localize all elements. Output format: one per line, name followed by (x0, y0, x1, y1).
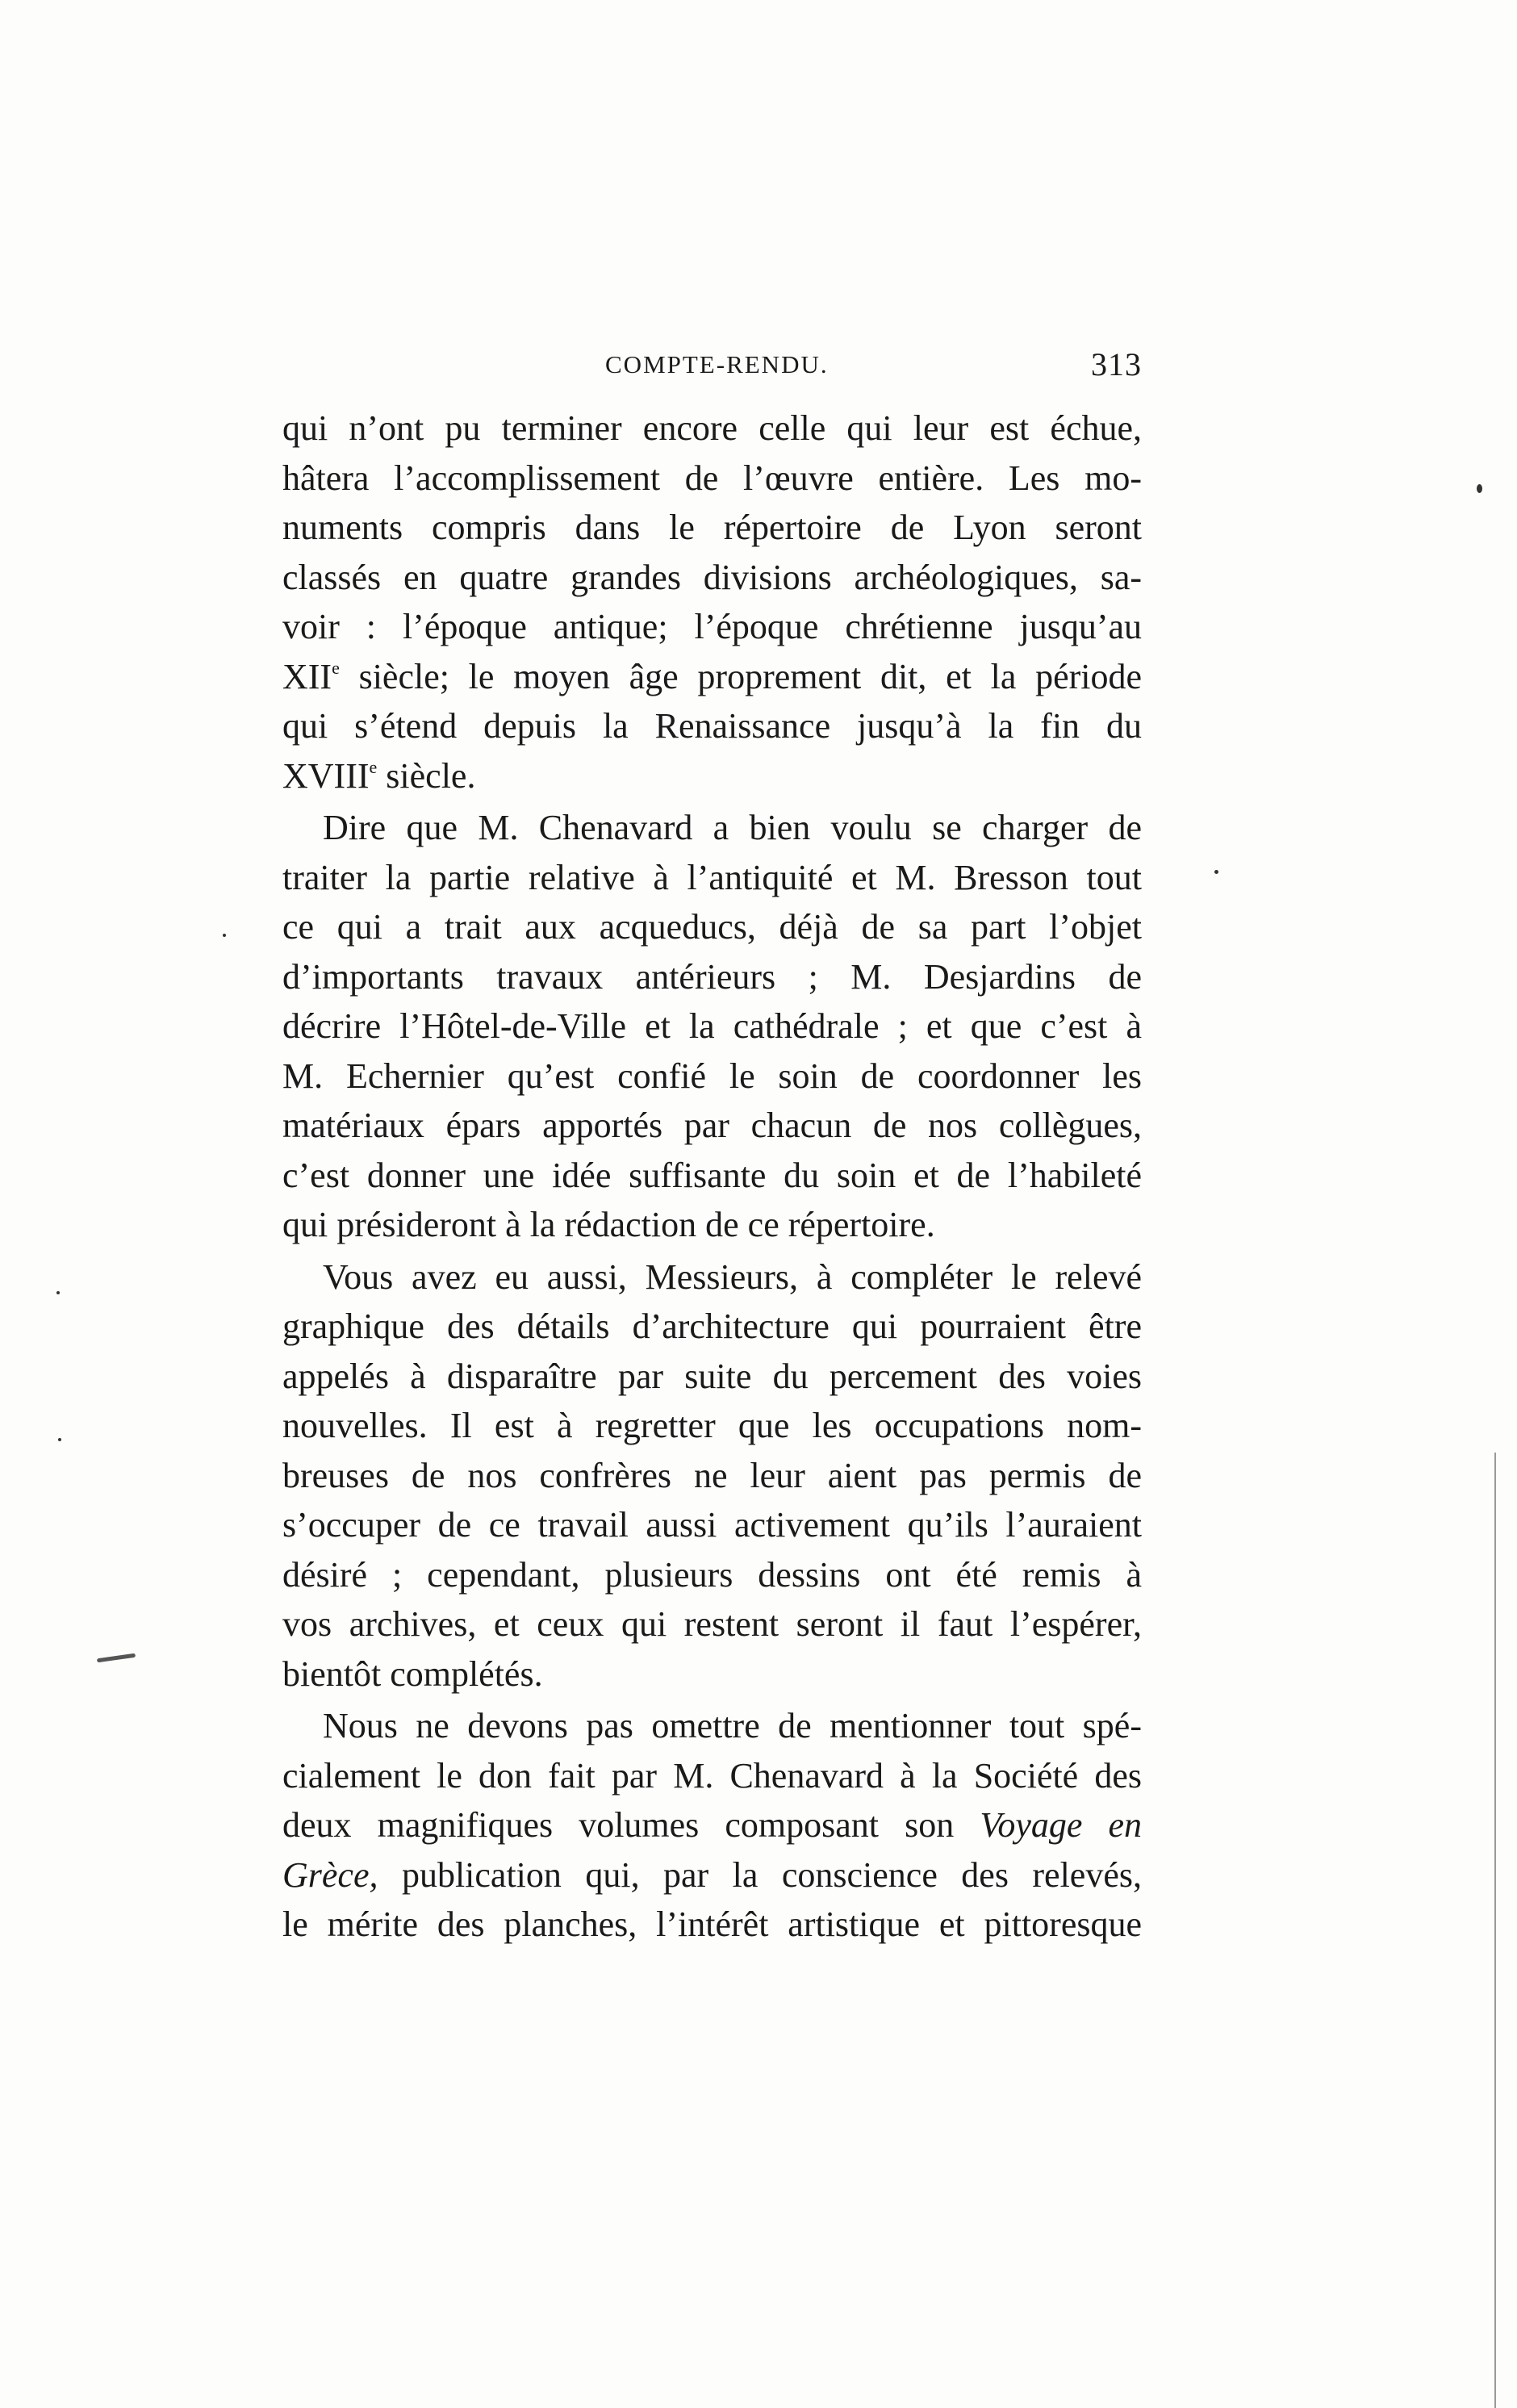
text-line: nouvelles. Il est à regretter que les occupations nom- (282, 1406, 1142, 1445)
running-title: COMPTE-RENDU. (605, 350, 829, 378)
text-line (282, 1800, 1142, 1850)
right-edge-line (1494, 1453, 1496, 2408)
text-line (282, 751, 1142, 801)
text-line: désiré ; cependant, plusieurs dessins ont été remis à (282, 1554, 1142, 1595)
text-line: graphique des détails d’architecture qui pourraient être (282, 1306, 1142, 1346)
text-line: classés en quatre grandes divisions archéologiques, sa- (282, 557, 1142, 597)
scan-speck (1214, 870, 1218, 874)
margin-dash (97, 1653, 136, 1663)
running-head (282, 345, 1142, 394)
text-line: qui n’ont pu terminer encore celle qui leur est échue, (282, 408, 1142, 448)
text-line: le mérite des planches, l’intérêt artistique et pittoresque (282, 1904, 1142, 1944)
text-line: matériaux épars apportés par chacun de nos collègues, (282, 1106, 1142, 1145)
paragraph-1 (282, 403, 1142, 801)
scan-speck (223, 934, 226, 937)
text-line: décrire l’Hôtel-de-Ville et la cathédrale ; et que c’est à (282, 1006, 1142, 1046)
text-line (282, 1850, 1142, 1900)
text-line: d’importants travaux antérieurs ; M. Desjardins de (282, 956, 1142, 997)
text-line: appelés à disparaître par suite du percement des voies (282, 1356, 1142, 1396)
paragraph-2 (282, 803, 1142, 1250)
text-line: traiter la partie relative à l’antiquité et M. Bresson tout (282, 857, 1142, 897)
text-span: deux magnifiques volumes composant son (282, 1805, 980, 1845)
text-line: c’est donner une idée suffisante du soin et de l’habileté (282, 1155, 1142, 1195)
superscript: e (332, 657, 340, 678)
text-line: Vous avez eu aussi, Messieurs, à compléter le relevé (323, 1256, 1142, 1297)
text-line: hâtera l’accomplissement de l’œuvre entière. Les mo- (282, 458, 1142, 498)
text-span: siècle; le moyen âge proprement dit, et la période (339, 656, 1142, 696)
text-line: qui présideront à la rédaction de ce répertoire. (282, 1205, 935, 1244)
page-number: 313 (1091, 346, 1142, 383)
scan-speck (56, 1291, 60, 1294)
text-line: s’occuper de ce travail aussi activement qu’ils l’auraient (282, 1505, 1142, 1545)
text-span: siècle. (377, 755, 476, 796)
text-line: Nous ne devons pas omettre de mentionner tout spé- (323, 1706, 1142, 1745)
century-numeral: XII (282, 656, 332, 696)
text-line: qui s’étend depuis la Renaissance jusqu’à la fin du (282, 706, 1142, 746)
text-line: voir : l’époque antique; l’époque chrétienne jusqu’au (282, 607, 1142, 646)
paragraph-4 (282, 1701, 1142, 1950)
book-title-italic: Grèce, (282, 1854, 378, 1895)
text-line: bientôt complétés. (282, 1653, 543, 1694)
century-numeral: XVIII (282, 755, 370, 796)
text-line (282, 652, 1142, 702)
text-line: cialement le don fait par M. Chenavard à la Société des (282, 1755, 1142, 1796)
text-line: breuses de nos confrères ne leur aient pas permis de (282, 1455, 1142, 1495)
text-line: vos archives, et ceux qui restent seront il faut l’espérer, (282, 1604, 1142, 1644)
text-line: numents compris dans le répertoire de Lyon seront (282, 508, 1142, 547)
paragraph-3 (282, 1252, 1142, 1699)
text-line: Dire que M. Chenavard a bien voulu se charger de (323, 808, 1142, 847)
superscript: e (369, 756, 378, 777)
scan-speck (58, 1438, 61, 1441)
book-title-italic: Voyage en (980, 1805, 1142, 1845)
text-line: ce qui a trait aux acqueducs, déjà de sa part l’objet (282, 907, 1142, 947)
text-line: M. Echernier qu’est confié le soin de coordonner les (282, 1056, 1142, 1096)
body-text (282, 403, 1142, 1950)
text-span: publication qui, par la conscience des relevés, (378, 1854, 1142, 1895)
scan-speck (1477, 484, 1482, 493)
